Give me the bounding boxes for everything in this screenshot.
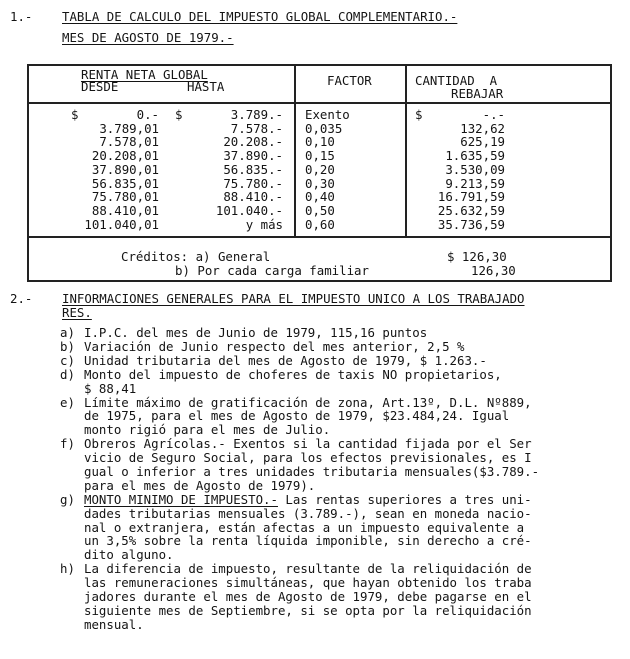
desde-cell: 37.890,01 <box>91 161 159 177</box>
info-item-text: I.P.C. del mes de Junio de 1979, 115,16 puntos <box>84 325 428 340</box>
cantidad-cell: 3.530,09 <box>445 161 505 177</box>
factor-cell: 0,60 <box>305 216 335 232</box>
factor-cell: Exento <box>305 107 350 122</box>
info-item-text: dito alguno. <box>84 547 174 563</box>
factor-cell: 0,035 <box>305 120 343 136</box>
hasta-cell: 101.040.- <box>215 202 283 218</box>
factor-cell: 0,40 <box>305 189 335 205</box>
table-row <box>29 218 610 232</box>
tax-table <box>27 64 612 282</box>
desde-cell: 101.040,01 <box>84 216 159 232</box>
hasta-cell: 75.780.- <box>223 175 283 191</box>
info-item-text: Variación de Junio respecto del mes anterior, 2,5 % <box>84 338 465 354</box>
info-item-label: a) <box>60 325 75 340</box>
header-cantidad: CANTIDAD A <box>415 73 498 88</box>
table-row <box>29 204 610 218</box>
info-item-label: h) <box>60 561 75 577</box>
info-item-label: d) <box>60 366 75 382</box>
desde-cell: 0.- <box>136 107 159 122</box>
desde-cell: 75.780,01 <box>91 189 159 205</box>
factor-cell: 0,30 <box>305 175 335 191</box>
section-2-number: 2.- <box>10 291 33 306</box>
info-item-text: mensual. <box>84 616 144 632</box>
factor-cell: 0,15 <box>305 148 335 164</box>
table-row <box>29 108 610 122</box>
info-item-text: gual o inferior a tres unidades tributaria mensuales($3.789.- <box>84 463 540 479</box>
header-divider <box>29 102 610 104</box>
header-rebajar: REBAJAR <box>451 86 504 101</box>
cantidad-cell: 132,62 <box>460 120 505 136</box>
hasta-cell: y más <box>245 216 283 232</box>
hasta-sign-cell: $ <box>175 107 183 122</box>
cantidad-cell: -.- <box>482 107 505 122</box>
info-item-text: dades tributarias mensuales (3.789.-), sean en moneda nacio- <box>84 505 532 521</box>
section-1-title: TABLA DE CALCULO DEL IMPUESTO GLOBAL COMPLEMENTARIO.- <box>62 9 458 24</box>
info-item-text: Unidad tributaria del mes de Agosto de 1979, $ 1.263.- <box>84 352 487 368</box>
info-item-text: $ 88,41 <box>84 380 137 396</box>
desde-cell: 3.789,01 <box>99 120 159 136</box>
desde-cell: 20.208,01 <box>91 148 159 164</box>
header-desde: DESDE <box>81 79 119 94</box>
info-item-text: Límite máximo de gratificación de zona, Art.13º, D.L. Nº889, <box>84 394 532 410</box>
info-item-label: b) <box>60 338 75 354</box>
cantidad-sign-cell: $ <box>415 107 423 122</box>
info-item-text: monto rigió para el mes de Julio. <box>84 422 331 438</box>
creditos-carga-label: b) Por cada carga familiar <box>175 263 369 278</box>
header-hasta: HASTA <box>187 79 225 94</box>
table-row <box>29 149 610 163</box>
desde-cell: 7.578,01 <box>99 134 159 150</box>
section-1-number: 1.- <box>10 9 33 24</box>
desde-cell: 88.410,01 <box>91 202 159 218</box>
info-item-label: c) <box>60 352 75 368</box>
section-2-title: INFORMACIONES GENERALES PARA EL IMPUESTO UNICO A LOS TRABAJADO <box>62 291 525 306</box>
body-divider <box>29 236 610 238</box>
info-item-text: de 1975, para el mes de Agosto de 1979, $23.484,24. Igual <box>84 408 510 424</box>
factor-cell: 0,10 <box>305 134 335 150</box>
info-item-text: vicio de Seguro Social, para los efectos previsionales, es I <box>84 450 532 466</box>
cantidad-cell: 25.632,59 <box>437 202 505 218</box>
cantidad-cell: 1.635,59 <box>445 148 505 164</box>
info-item-text: Monto del impuesto de choferes de taxis NO propietarios, <box>84 366 502 382</box>
hasta-cell: 88.410.- <box>223 189 283 205</box>
info-item-label: g) <box>60 491 75 507</box>
info-item-text: siguiente mes de Septiembre, si se opta por la reliquidación <box>84 602 532 618</box>
hasta-cell: 56.835.- <box>223 161 283 177</box>
cantidad-cell: 9.213,59 <box>445 175 505 191</box>
section-1-subtitle: MES DE AGOSTO DE 1979.- <box>62 30 234 45</box>
info-item-text: un 3,5% sobre la renta líquida imponible, sin derecho a cré- <box>84 533 532 549</box>
desde-sign-cell: $ <box>71 107 79 122</box>
info-item-label: f) <box>60 436 75 452</box>
creditos-general-value: $ 126,30 <box>447 249 507 264</box>
hasta-cell: 20.208.- <box>223 134 283 150</box>
header-factor: FACTOR <box>327 73 372 88</box>
info-item-text: jadores durante el mes de Agosto de 1979, debe pagarse en el <box>84 589 532 605</box>
info-item-text: para el mes de Agosto de 1979). <box>84 477 316 493</box>
info-item-text: Obreros Agrícolas.- Exentos si la cantidad fijada por el Ser <box>84 436 532 452</box>
desde-cell: 56.835,01 <box>91 175 159 191</box>
info-item-label: e) <box>60 394 75 410</box>
hasta-cell: 3.789.- <box>230 107 283 122</box>
creditos-carga-value: 126,30 <box>471 263 516 278</box>
cantidad-cell: 35.736,59 <box>437 216 505 232</box>
info-item-text: MONTO MINIMO DE IMPUESTO.- Las rentas superiores a tres uni- <box>84 491 532 507</box>
cantidad-cell: 16.791,59 <box>437 189 505 205</box>
info-item-text: las remuneraciones simultáneas, que hayan obtenido los traba <box>84 575 532 591</box>
section-2-title-cont: RES. <box>62 305 92 320</box>
factor-cell: 0,20 <box>305 161 335 177</box>
cantidad-cell: 625,19 <box>460 134 505 150</box>
creditos-general-label: Créditos: a) General <box>121 249 271 264</box>
table-row <box>29 163 610 177</box>
header-renta-neta-global: RENTA NETA GLOBAL <box>81 67 208 82</box>
hasta-cell: 7.578.- <box>230 120 283 136</box>
factor-cell: 0,50 <box>305 202 335 218</box>
info-item-text: nal o extranjera, están afectas a un impuesto equivalente a <box>84 519 525 535</box>
hasta-cell: 37.890.- <box>223 148 283 164</box>
info-item-text: La diferencia de impuesto, resultante de la reliquidación de <box>84 561 532 577</box>
